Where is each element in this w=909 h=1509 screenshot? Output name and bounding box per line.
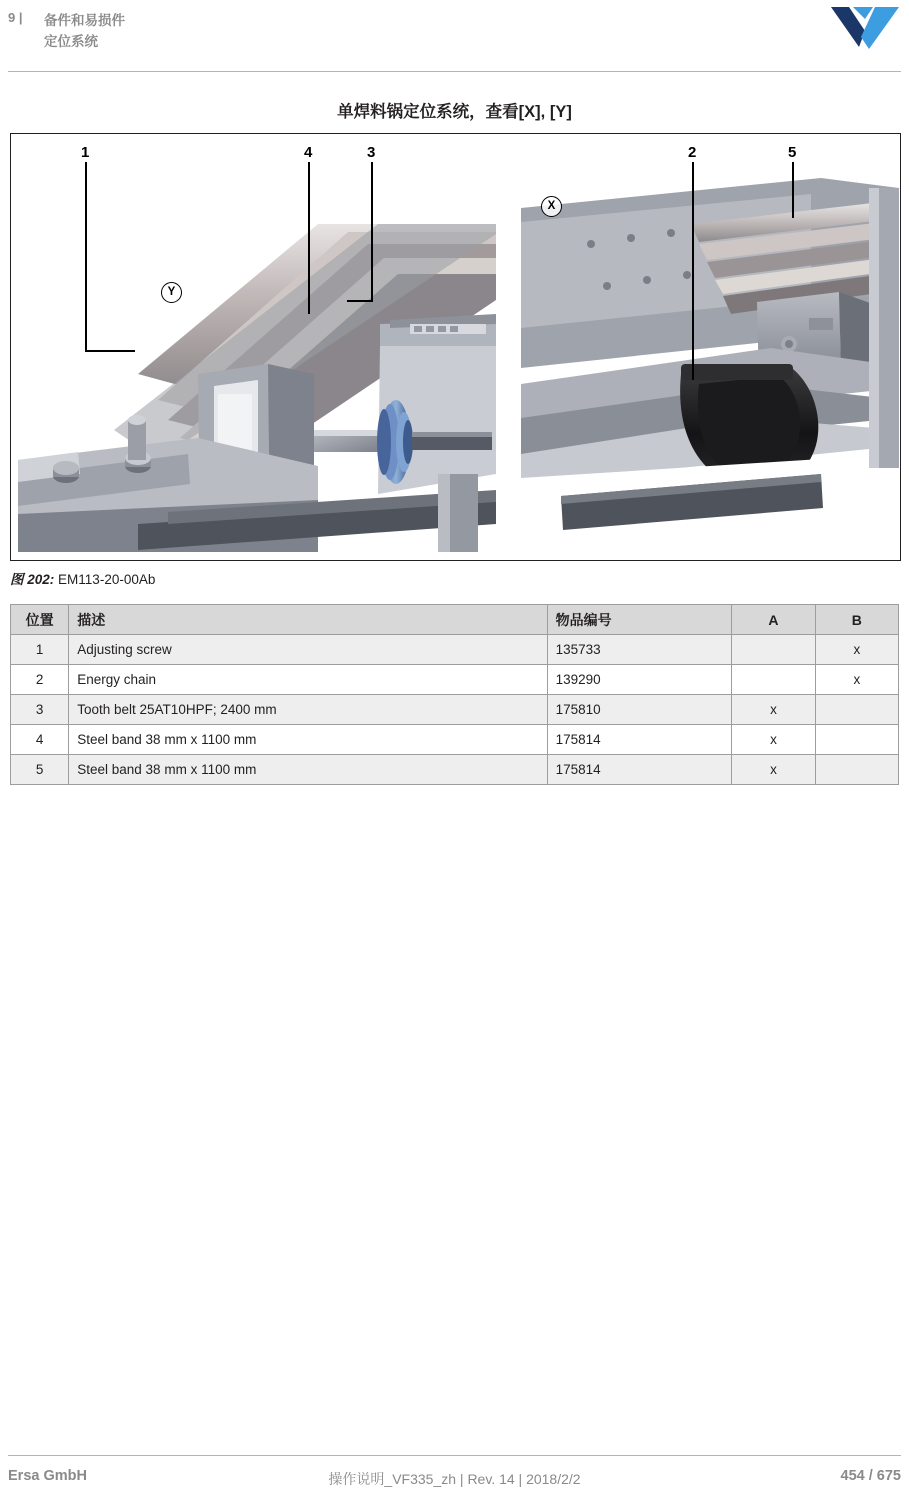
- cell-position: 2: [11, 665, 69, 695]
- callout-leader-2: [692, 162, 694, 380]
- cell-position: 5: [11, 755, 69, 785]
- figure-caption: [10, 568, 155, 588]
- footer-company: Ersa GmbH: [8, 1468, 87, 1484]
- cell-b: x: [815, 665, 898, 695]
- figure-title: [0, 98, 909, 122]
- cell-position: 4: [11, 725, 69, 755]
- cell-item-number: 139290: [547, 665, 732, 695]
- cell-a: x: [732, 695, 815, 725]
- figure-title-axes: [X], [Y]: [518, 103, 572, 121]
- header-title-line2: 定位系统: [44, 34, 98, 49]
- footer-document-info: 操作说明_VF335_zh | Rev. 14 | 2018/2/2: [328, 1471, 581, 1487]
- axis-badge-y: Y: [161, 282, 182, 303]
- table-row: [11, 665, 899, 695]
- header-a: A: [732, 605, 815, 635]
- page-header: [0, 0, 909, 72]
- table-row: [11, 755, 899, 785]
- axis-badge-x: X: [541, 196, 562, 217]
- table-body: [11, 635, 899, 785]
- header-b: B: [815, 605, 898, 635]
- cell-b: [815, 725, 898, 755]
- header-description: 描述: [69, 605, 547, 635]
- cell-a: [732, 635, 815, 665]
- header-divider: [8, 71, 901, 72]
- cell-b: [815, 695, 898, 725]
- table-row: [11, 725, 899, 755]
- cell-item-number: 175810: [547, 695, 732, 725]
- figure-caption-text: EM113-20-00Ab: [58, 572, 156, 587]
- cell-description: Steel band 38 mm x 1100 mm: [69, 755, 547, 785]
- header-title-line1: 备件和易损件: [44, 13, 125, 28]
- cell-b: [815, 755, 898, 785]
- cell-position: 3: [11, 695, 69, 725]
- footer-divider: [8, 1455, 901, 1456]
- cell-item-number: 175814: [547, 755, 732, 785]
- callout-leader-1-h: [85, 350, 135, 352]
- ersa-logo: [829, 5, 901, 51]
- callout-leader-1: [85, 162, 87, 352]
- photo-right-x-axis-assembly: [521, 178, 899, 552]
- callout-number-1: 1: [81, 144, 90, 161]
- table-header-row: [11, 605, 899, 635]
- cell-description: Adjusting screw: [69, 635, 547, 665]
- cell-description: Steel band 38 mm x 1100 mm: [69, 725, 547, 755]
- table-head: [11, 605, 899, 635]
- spare-parts-table: [10, 604, 899, 785]
- cell-item-number: 175814: [547, 725, 732, 755]
- table-row: [11, 635, 899, 665]
- figure-image-frame: [10, 133, 901, 561]
- callout-number-4: 4: [304, 144, 313, 161]
- cell-a: x: [732, 755, 815, 785]
- footer-page-number: 454 / 675: [840, 1468, 901, 1484]
- cell-a: [732, 665, 815, 695]
- callout-number-3: 3: [367, 144, 376, 161]
- cell-item-number: 135733: [547, 635, 732, 665]
- callout-number-5: 5: [788, 144, 797, 161]
- header-item-number: 物品编号: [547, 605, 732, 635]
- cell-description: Tooth belt 25AT10HPF; 2400 mm: [69, 695, 547, 725]
- cell-b: x: [815, 635, 898, 665]
- callout-leader-5: [792, 162, 794, 218]
- callout-leader-3: [371, 162, 373, 302]
- figure-title-cn: 单焊料锅定位系统，查看: [337, 103, 519, 121]
- callout-number-2: 2: [688, 144, 697, 161]
- figure-caption-label: 图 202:: [10, 572, 55, 587]
- cell-description: Energy chain: [69, 665, 547, 695]
- photo-left-y-axis-assembly: [18, 224, 496, 552]
- cell-position: 1: [11, 635, 69, 665]
- cell-a: x: [732, 725, 815, 755]
- callout-leader-4: [308, 162, 310, 314]
- callout-leader-3-h: [347, 300, 373, 302]
- header-chapter-number: 9 |: [8, 10, 23, 25]
- header-position: 位置: [11, 605, 69, 635]
- table-row: [11, 695, 899, 725]
